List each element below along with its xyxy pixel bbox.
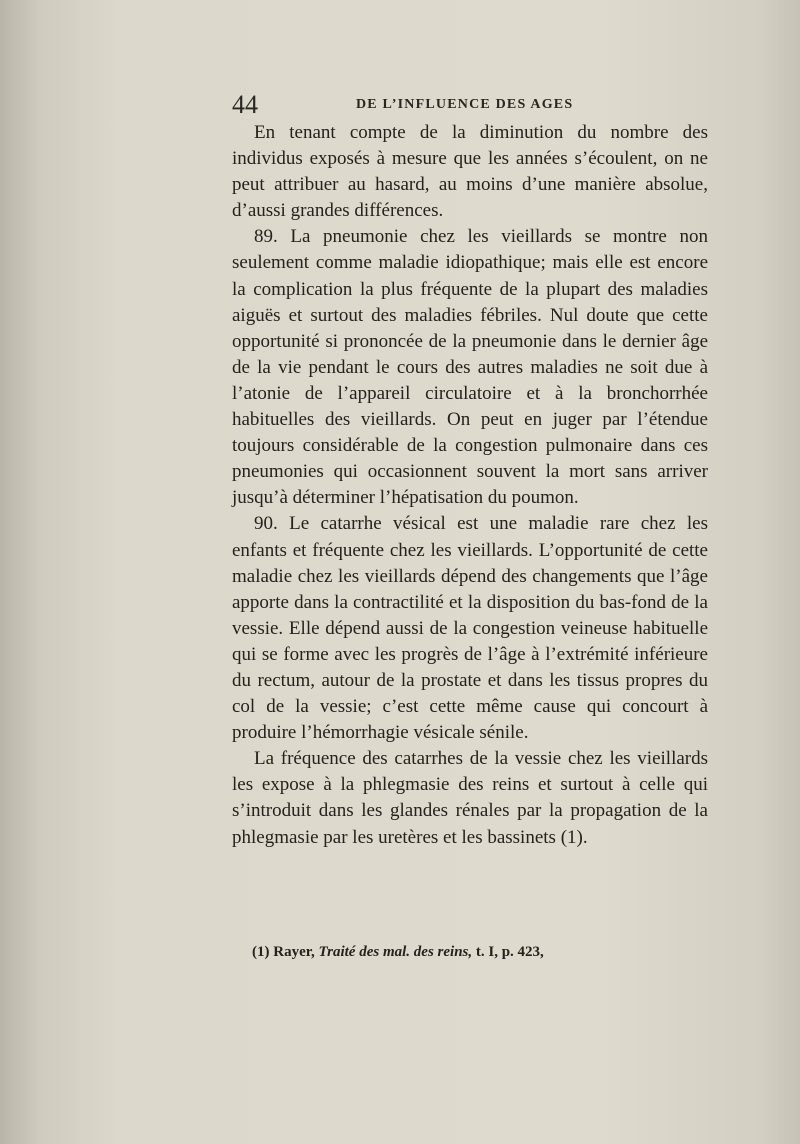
paragraph-90: 90. Le catarrhe vésical est une maladie rare chez les enfants et fréquente chez les vieillards. L’opportunité de cette maladie chez les vieillards dépend des changements que l’âge apporte dans la contractilité et la disposition du bas-fond de la vessie. Elle dépend aussi de la congestion veineuse habituelle qui se forme avec les progrès de l’âge à l’extrémité inférieure du rectum, autour de la prostate et dans les tissus propres du col de la vessie; c’est cette même cause qui concourt à produire l’hémorrhagie vésicale sénile. (232, 513, 708, 744)
body-text (232, 120, 708, 851)
paragraph-intro: En tenant compte de la diminution du nombre des individus exposés à mesure que les années s’écoulent, on ne peut attribuer au hasard, au moins d’une manière absolue, d’aussi grandes différences. (232, 122, 708, 222)
page-header (232, 90, 702, 120)
footnote-work-title: Traité des mal. des reins, (318, 944, 473, 960)
page-number: 44 (232, 90, 258, 119)
running-head: DE L’INFLUENCE DES AGES (356, 97, 574, 112)
paragraph-catarrh-frequency: La fréquence des catarrhes de la vessie chez les vieillards les expose à la phlegmasie des reins et surtout à celle qui s’introduit dans les glandes rénales par la propagation de la phlegmasie par les uretères et les bassinets (1). (232, 748, 708, 848)
paragraph-89: 89. La pneumonie chez les vieillards se montre non seulement comme maladie idiopathique; mais elle est encore la complication la plus fréquente de la plupart des maladies aiguës et surtout des maladies fébriles. Nul doute que cette opportunité si prononcée de la pneumonie dans le dernier âge de la vie pendant le cours des autres maladies ne soit due à l’atonie de l’appareil circulatoire et à la bronchorrhée habituelles des vieillards. On peut en juger par l’étendue toujours considérable de la congestion pulmonaire dans ces pneumonies qui occasionnent souvent la mort sans arriver jusqu’à déterminer l’hépatisation du poumon. (232, 226, 708, 509)
footnote-reference: t. I, p. 423, (475, 944, 544, 960)
footnote (252, 942, 712, 962)
footnote-author: (1) Rayer, (252, 944, 315, 960)
